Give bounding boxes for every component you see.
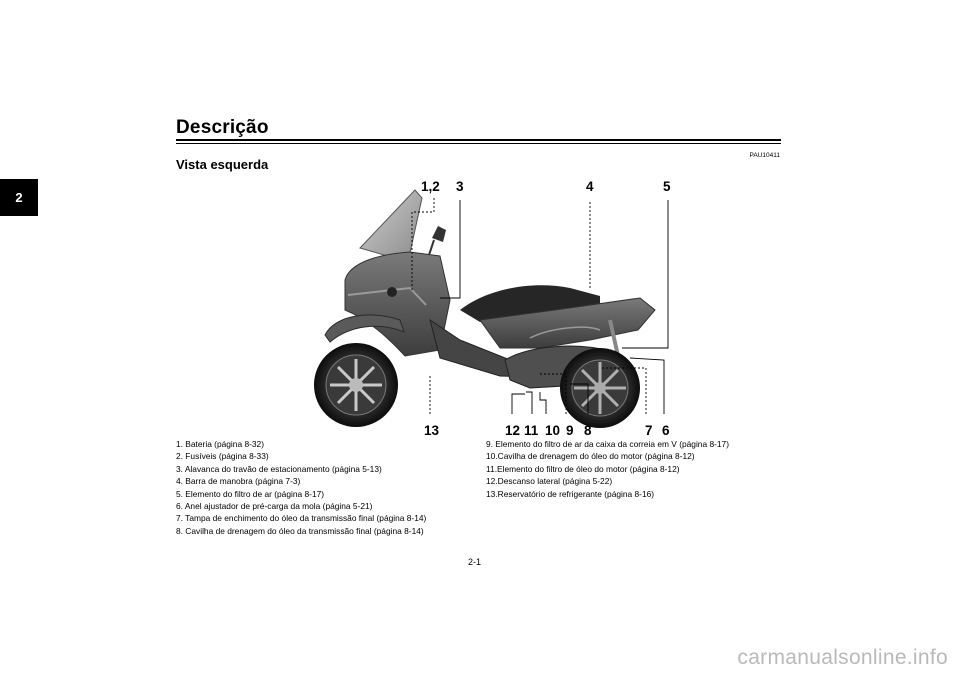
legend-item: 11.Elemento do filtro de óleo do motor (página 8-12) xyxy=(486,463,680,474)
legend-item: 10.Cavilha de drenagem do óleo do motor (página 8-12) xyxy=(486,451,695,462)
front-body xyxy=(345,252,450,356)
legend-item: 9. Elemento do filtro de ar da caixa da correia em V (página 8-17) xyxy=(486,439,730,449)
doc-code: PAU10411 xyxy=(749,152,780,159)
legend-item: 4. Barra de manobra (página 7-3) xyxy=(176,476,301,487)
mirror xyxy=(432,226,446,242)
legend-item: 5. Elemento do filtro de ar (página 8-17) xyxy=(176,488,325,499)
page-number: 2-1 xyxy=(468,557,482,567)
callout-6: 6 xyxy=(662,423,670,438)
legend-left xyxy=(176,438,476,537)
windscreen xyxy=(360,190,422,262)
chapter-tab: 2 xyxy=(0,179,38,216)
callout-4: 4 xyxy=(586,179,594,194)
legend-right xyxy=(486,438,786,500)
callout-10: 10 xyxy=(545,423,561,438)
callout-1-2: 1,2 xyxy=(421,179,440,194)
scooter-illustration xyxy=(300,170,680,430)
callout-3: 3 xyxy=(456,179,464,194)
watermark-link[interactable]: carmanualsonline.info xyxy=(737,646,948,669)
title-rule-thin xyxy=(176,143,781,144)
callout-8: 8 xyxy=(584,423,592,438)
callout-9: 9 xyxy=(566,423,574,438)
legend-item: 2. Fusíveis (página 8-33) xyxy=(176,451,269,462)
callout-11: 11 xyxy=(524,423,539,438)
callout-12: 12 xyxy=(505,423,521,438)
callout-13: 13 xyxy=(424,423,440,438)
callout-5: 5 xyxy=(663,179,671,194)
title-rule-thick xyxy=(176,139,781,141)
legend-item: 8. Cavilha de drenagem do óleo da transmissão final (página 8-14) xyxy=(176,525,424,536)
page-title: Descrição xyxy=(176,117,269,138)
section-subtitle: Vista esquerda xyxy=(176,157,269,172)
legend-item: 6. Anel ajustador de pré-carga da mola (página 5-21) xyxy=(176,501,373,512)
legend-item: 3. Alavanca do travão de estacionamento (página 5-13) xyxy=(176,463,382,474)
legend-item: 13.Reservatório de refrigerante (página 8-16) xyxy=(486,488,655,499)
legend-item: 7. Tampa de enchimento do óleo da transmissão final (página 8-14) xyxy=(176,513,427,524)
rear-wheel xyxy=(560,348,640,428)
callout-7: 7 xyxy=(645,423,653,438)
legend-item: 1. Bateria (página 8-32) xyxy=(176,439,264,449)
front-wheel xyxy=(314,343,398,427)
legend-item: 12.Descanso lateral (página 5-22) xyxy=(486,476,613,487)
